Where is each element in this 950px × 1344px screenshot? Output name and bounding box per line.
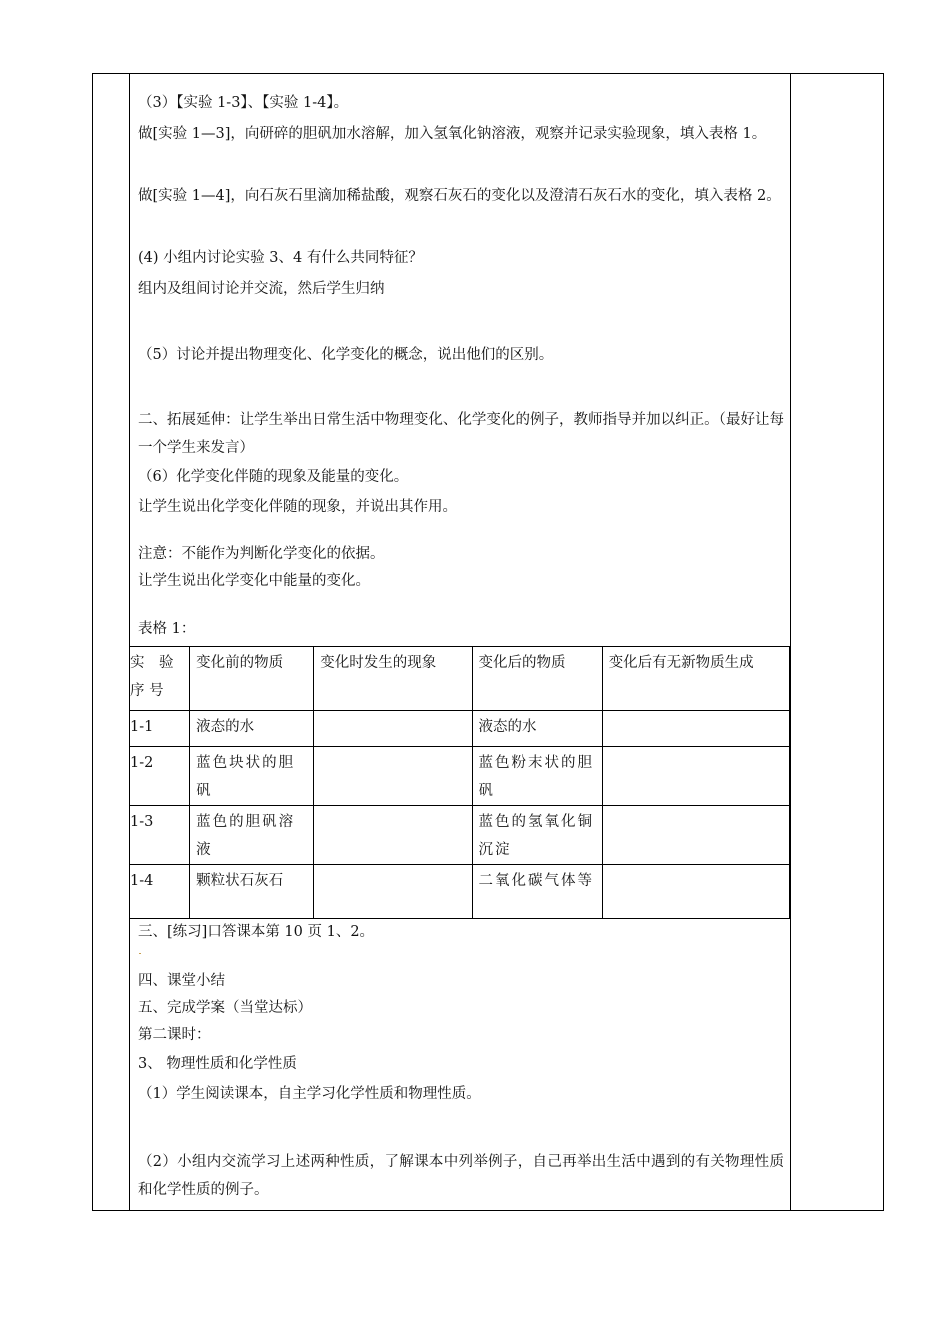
header-label: 变化后有无新物质生成 [608,655,754,671]
stray-mark [139,953,141,954]
table-row [130,806,790,865]
header-cell [130,647,190,711]
header-label: 变化时发生的现象 [320,655,437,671]
header-label: 实 验序 号 [130,655,174,699]
header-label: 变化后的物质 [478,655,566,671]
left-column-divider [129,73,130,1211]
header-cell [602,647,789,711]
experiment-1-3-text: 做[实验 1—3]，向研碎的胆矾加水溶解，加入氢氧化钠溶液，观察并记录实验现象，填入表格 1。 [138,126,767,142]
right-column-divider [790,73,791,1211]
experiment-table [129,646,790,919]
table-cell: 液态的水 [472,711,602,747]
table-cell: 1-3 [130,806,190,865]
concept-item: （5）讨论并提出物理变化、化学变化的概念，说出他们的区别。 [138,347,554,363]
table-cell: 蓝色粉末状的胆矾 [472,747,602,806]
table-cell [602,806,789,865]
table-cell [602,747,789,806]
table-cell: 1-2 [130,747,190,806]
table-cell [314,711,472,747]
summary-section: 四、课堂小结 [138,973,225,989]
table-header-row [130,647,790,711]
energy-note: 让学生说出化学变化中能量的变化。 [138,573,370,589]
experiment-1-4-text: 做[实验 1—4]，向石灰石里滴加稀盐酸，观察石灰石的变化以及澄清石灰石水的变化，填入表格 2。 [138,188,781,204]
table-cell: 1-4 [130,865,190,919]
header-cell [314,647,472,711]
table-cell: 蓝色的胆矾溶液 [190,806,314,865]
table-row [130,711,790,747]
table-cell [314,865,472,919]
table-row [130,865,790,919]
table-cell [602,711,789,747]
phenomenon-note: 让学生说出化学变化伴随的现象，并说出其作用。 [138,499,457,515]
table-cell: 蓝色块状的胆矾 [190,747,314,806]
table-cell: 1-1 [130,711,190,747]
table-cell [314,747,472,806]
table-row [130,747,790,806]
header-cell [472,647,602,711]
discussion-note: 组内及组间讨论并交流，然后学生归纳 [138,281,385,297]
discussion-question: (4) 小组内讨论实验 3、4 有什么共同特征？ [138,250,423,266]
experiment-heading: （3）【实验 1-3】、【实验 1-4】。 [138,95,349,111]
phenomenon-item: （6）化学变化伴随的现象及能量的变化。 [138,469,409,485]
table-cell: 颗粒状石灰石 [190,865,314,919]
table-caption: 表格 1： [138,621,196,637]
table-cell: 蓝色的氢氧化铜沉淀 [472,806,602,865]
header-cell [190,647,314,711]
second-lesson-heading: 第二课时： [138,1027,211,1043]
header-label: 变化前的物质 [196,655,284,671]
table-cell [314,806,472,865]
reading-item: （1）学生阅读课本，自主学习化学性质和物理性质。 [138,1086,481,1102]
exercise-section: 三、[练习]口答课本第 10 页 1、2。 [138,924,375,940]
table-cell [602,865,789,919]
extension-section: 二、拓展延伸：让学生举出日常生活中物理变化、化学变化的例子，教师指导并加以纠正。（最好让每一个学生来发言） [138,412,784,456]
group-exchange-item: （2）小组内交流学习上述两种性质，了解课本中列举例子，自己再举出生活中遇到的有关物理性质和化学性质的例子。 [138,1154,784,1198]
table-cell: 液态的水 [190,711,314,747]
properties-heading: 3、 物理性质和化学性质 [138,1056,297,1072]
worksheet-section: 五、完成学案（当堂达标） [138,1000,312,1016]
table-cell: 二氧化碳气体等 [472,865,602,919]
attention-note: 注意：不能作为判断化学变化的依据。 [138,546,385,562]
